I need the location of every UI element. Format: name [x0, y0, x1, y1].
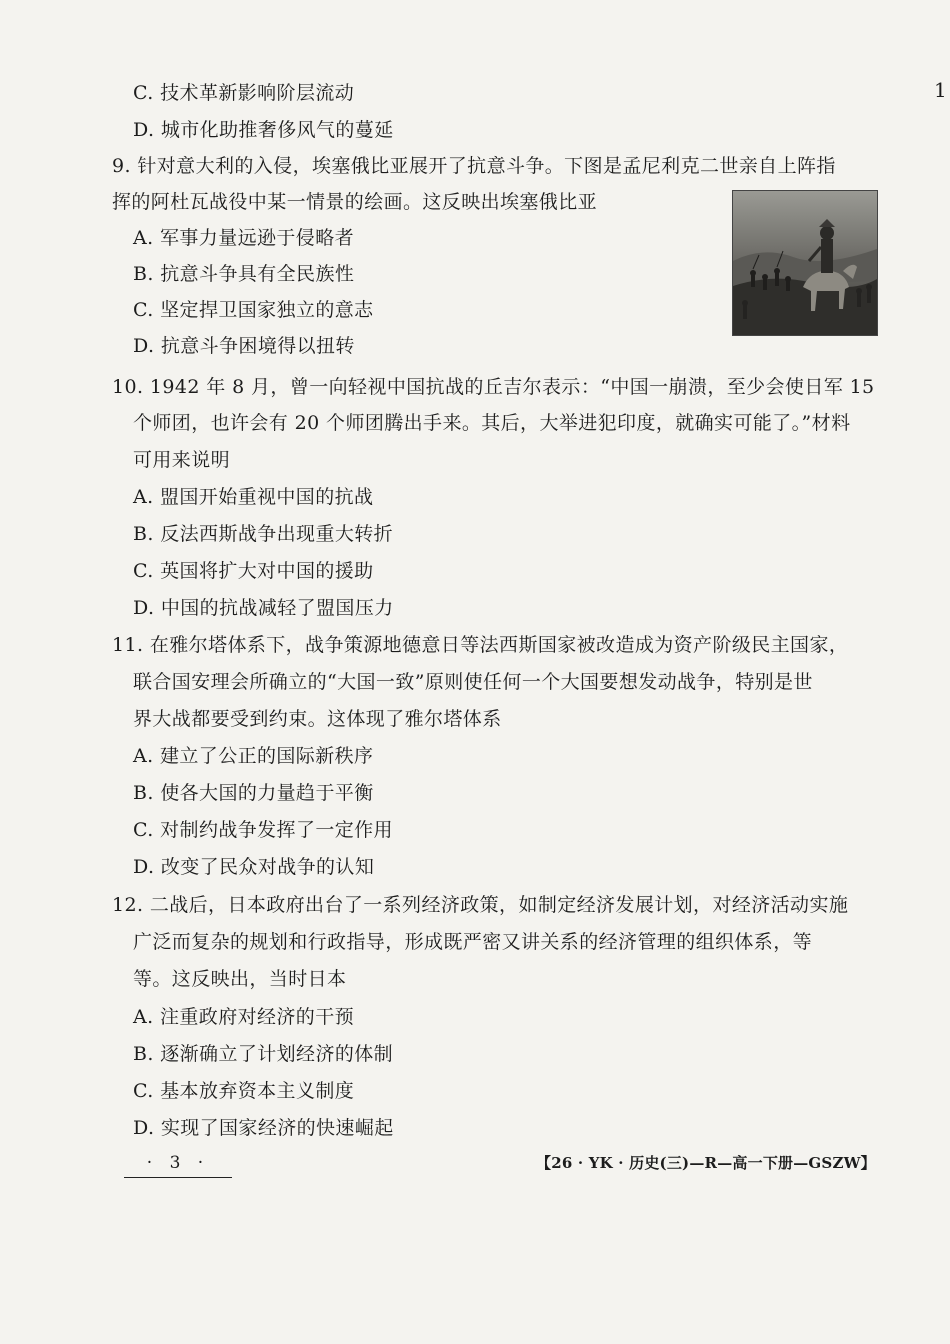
- corner-page-number: 1: [934, 78, 947, 102]
- q8-option-d: D. 城市化助推奢侈风气的蔓延: [133, 119, 394, 141]
- painting-image: [733, 191, 877, 335]
- q11-option-a: A. 建立了公正的国际新秩序: [133, 745, 374, 767]
- q10-option-d: D. 中国的抗战减轻了盟国压力: [133, 597, 394, 619]
- q11-stem-line3: 界大战都要受到约束。这体现了雅尔塔体系: [133, 708, 502, 730]
- q12-option-b: B. 逐渐确立了计划经济的体制: [133, 1043, 394, 1065]
- battle-of-adwa-painting: [732, 190, 878, 336]
- q10-option-b: B. 反法西斯战争出现重大转折: [133, 523, 394, 545]
- q9-stem-line2: 挥的阿杜瓦战役中某一情景的绘画。这反映出埃塞俄比亚: [112, 191, 598, 213]
- footer-exam-code: 【26 · YK · 历史(三)—R—高一下册—GSZW】: [536, 1154, 876, 1172]
- q12-option-a: A. 注重政府对经济的干预: [133, 1006, 355, 1028]
- q10-stem-line2: 个师团，也许会有 20 个师团腾出手来。其后，大举进犯印度，就确实可能了。”材料: [133, 412, 851, 434]
- q11-stem-line1: 11. 在雅尔塔体系下，战争策源地德意日等法西斯国家被改造成为资产阶级民主国家，: [112, 634, 849, 656]
- q8-option-c: C. 技术革新影响阶层流动: [133, 82, 355, 104]
- q9-option-c: C. 坚定捍卫国家独立的意志: [133, 299, 374, 321]
- q9-stem-line1: 9. 针对意大利的入侵，埃塞俄比亚展开了抗意斗争。下图是孟尼利克二世亲自上阵指: [112, 155, 836, 177]
- q11-stem-line2: 联合国安理会所确立的“大国一致”原则使任何一个大国要想发动战争，特别是世: [133, 671, 813, 693]
- q10-stem-line1: 10. 1942 年 8 月，曾一向轻视中国抗战的丘吉尔表示：“中国一崩溃，至少会使日军 15: [112, 376, 875, 398]
- q10-option-c: C. 英国将扩大对中国的援助: [133, 560, 374, 582]
- footer-page-number: · 3 ·: [146, 1153, 210, 1173]
- q12-stem-line1: 12. 二战后，日本政府出台了一系列经济政策，如制定经济发展计划，对经济活动实施: [112, 894, 849, 916]
- q11-option-d: D. 改变了民众对战争的认知: [133, 856, 375, 878]
- q12-stem-line3: 等。这反映出，当时日本: [133, 968, 347, 990]
- q10-option-a: A. 盟国开始重视中国的抗战: [133, 486, 374, 508]
- q12-stem-line2: 广泛而复杂的规划和行政指导，形成既严密又讲关系的经济管理的组织体系，等: [133, 931, 813, 953]
- q9-option-b: B. 抗意斗争具有全民族性: [133, 263, 355, 285]
- q10-stem-line3: 可用来说明: [133, 449, 231, 471]
- q9-option-a: A. 军事力量远逊于侵略者: [133, 227, 355, 249]
- q9-option-d: D. 抗意斗争困境得以扭转: [133, 335, 355, 357]
- q11-option-c: C. 对制约战争发挥了一定作用: [133, 819, 393, 841]
- q12-option-c: C. 基本放弃资本主义制度: [133, 1080, 355, 1102]
- footer-underline: [124, 1177, 232, 1178]
- q12-option-d: D. 实现了国家经济的快速崛起: [133, 1117, 394, 1139]
- q11-option-b: B. 使各大国的力量趋于平衡: [133, 782, 374, 804]
